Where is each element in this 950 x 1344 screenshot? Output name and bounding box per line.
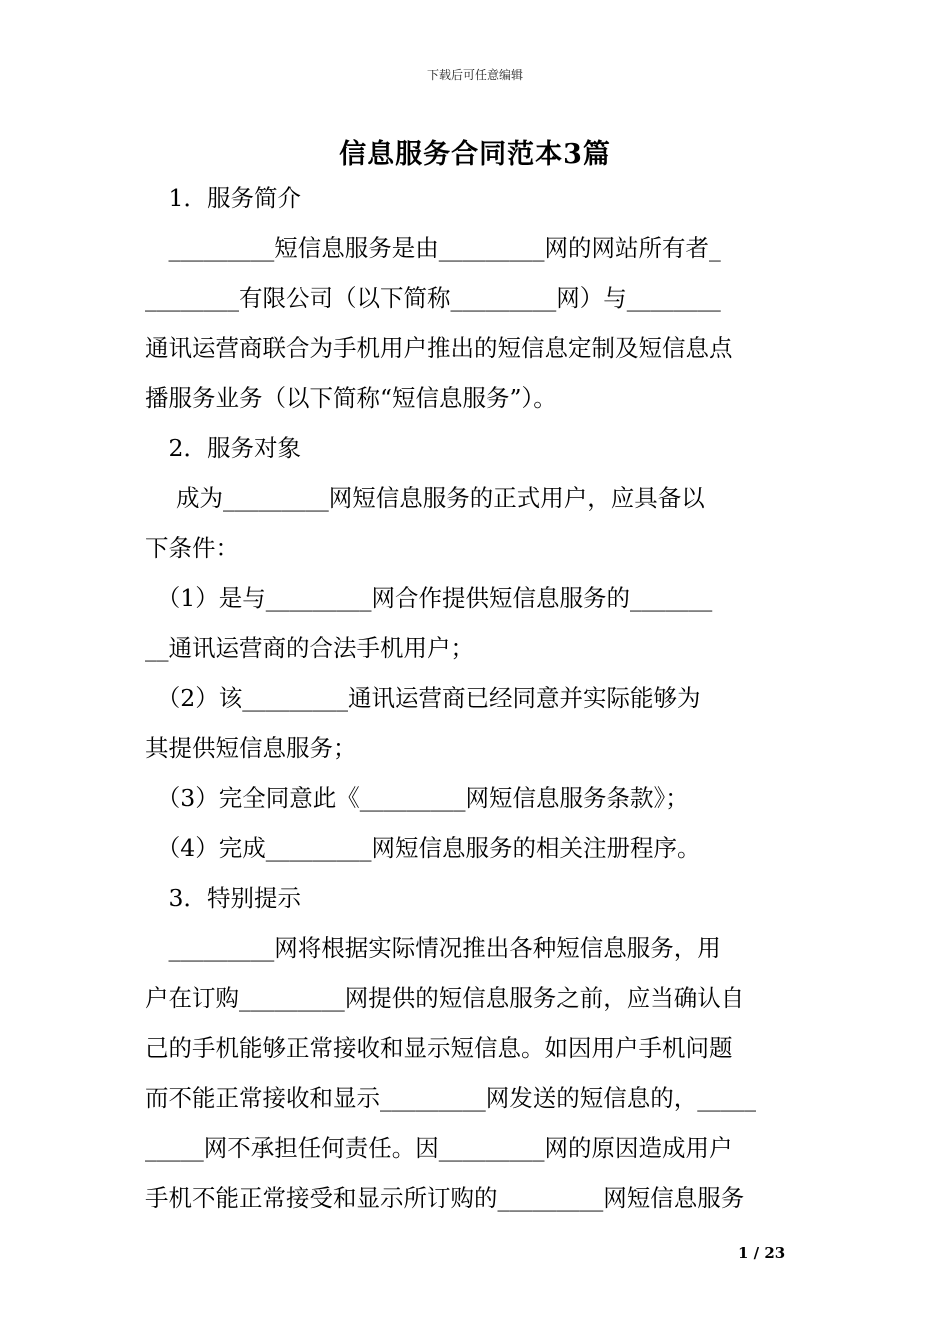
body-line: _________网将根据实际情况推出各种短信息服务，用 (145, 934, 721, 962)
document-title: 信息服务合同范本3篇 (339, 139, 611, 170)
page-number: 1 / 23 (738, 1244, 786, 1262)
body-line: __通讯运营商的合法手机用户； (145, 634, 474, 662)
body-line: 成为_________网短信息服务的正式用户，应具备以 (145, 484, 705, 512)
body-line: （1）是与_________网合作提供短信息服务的_______ (145, 584, 713, 612)
body-line: 3．特别提示 (145, 884, 301, 912)
body-line: 2．服务对象 (145, 434, 301, 462)
body-line: （4）完成_________网短信息服务的相关注册程序。 (145, 834, 701, 862)
body-line: 手机不能正常接受和显示所订购的_________网短信息服务 (145, 1184, 745, 1212)
body-line: 而不能正常接收和显示_________网发送的短信息的，_____ (145, 1084, 756, 1112)
body-line: _____网不承担任何责任。因_________网的原因造成用户 (145, 1134, 733, 1162)
body-line: 下条件： (145, 534, 239, 562)
body-line: 其提供短信息服务； (145, 734, 357, 762)
body-line: （2）该_________通讯运营商已经同意并实际能够为 (145, 684, 701, 712)
page-header: 下载后可任意编辑 (426, 68, 523, 82)
body-line: _________短信息服务是由_________网的网站所有者_ (145, 234, 721, 262)
body-line: 己的手机能够正常接收和显示短信息。如因用户手机问题 (145, 1034, 733, 1062)
body-line: （3）完全同意此《_________网短信息服务条款》； (145, 784, 689, 812)
body-line: 播服务业务（以下简称“短信息服务”）。 (145, 384, 557, 412)
body-line: 1．服务简介 (145, 184, 301, 212)
body-line: 户在订购_________网提供的短信息服务之前，应当确认自 (145, 984, 745, 1012)
body-line: ________有限公司（以下简称_________网）与________ (145, 284, 721, 312)
body-line: 通讯运营商联合为手机用户推出的短信息定制及短信息点 (145, 334, 733, 362)
